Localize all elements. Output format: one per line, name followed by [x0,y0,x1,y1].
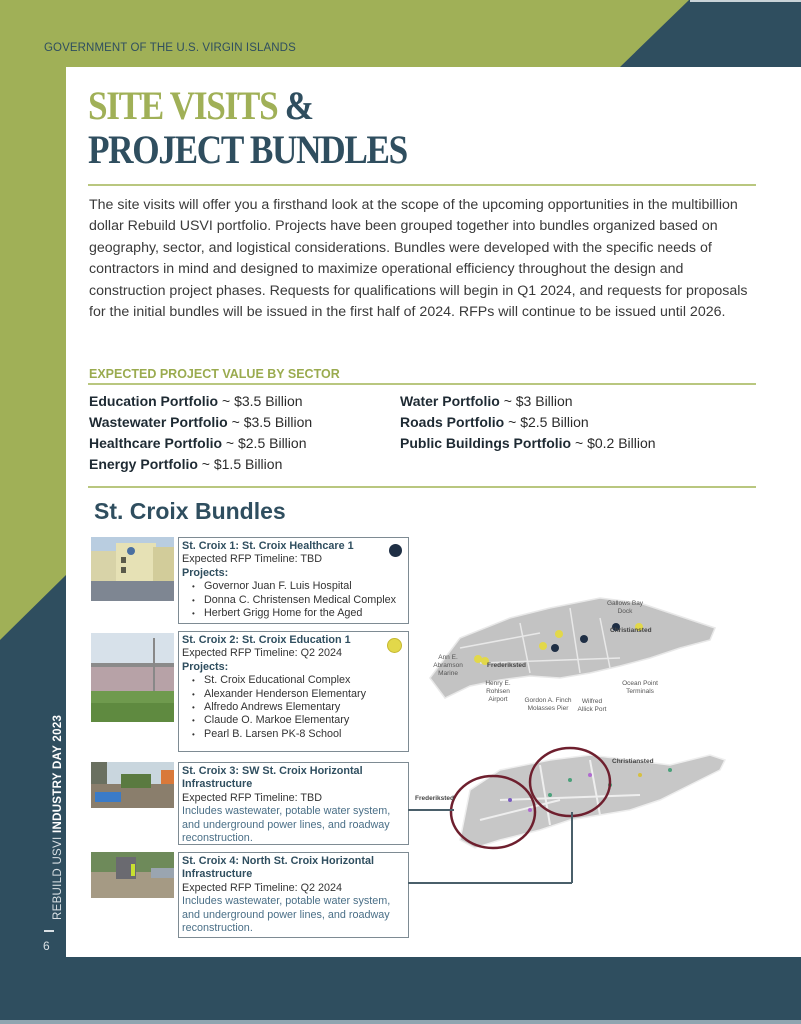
construction-photo [91,852,174,898]
project-item: • Alfredo Andrews Elementary [204,701,405,714]
project-list [182,674,405,741]
sector-heading: EXPECTED PROJECT VALUE BY SECTOR [89,367,340,381]
projects-label: Projects: [182,566,229,579]
page-title [88,84,407,172]
sector-item: Public Buildings Portfolio ~ $0.2 Billion [400,435,656,451]
projects-label: Projects: [182,660,229,673]
bundle-title-cont: Infrastructure [182,868,253,881]
title-amp: & [284,83,313,128]
sector-list-right [400,391,656,454]
page-separator [44,930,54,932]
project-list [182,580,405,620]
bundle-title: St. Croix 4: North St. Croix Horizontal [182,855,374,867]
healthcare-site-marker [551,644,559,652]
project-item: • Claude O. Markoe Elementary [204,714,405,727]
healthcare-site-marker [580,635,588,643]
bundles-heading: St. Croix Bundles [94,498,286,524]
map-city-label: Frederiksted [487,662,527,669]
bundle-color-dot [387,638,402,653]
school-photo [91,633,174,722]
sector-item: Education Portfolio ~ $3.5 Billion [89,393,303,409]
bundle-card[interactable] [178,631,409,752]
bundle-card[interactable] [178,852,409,938]
map-label: Gallows Bay Dock [606,600,644,615]
project-item: • Governor Juan F. Luis Hospital [204,580,405,593]
title-divider [88,184,756,186]
header-border [690,0,801,2]
sector-divider [88,383,756,385]
project-item: • Alexander Henderson Elementary [204,688,405,701]
bundle-title: St. Croix 1: St. Croix Healthcare 1 [182,540,354,552]
map-city-label: Frederiksted [415,795,455,802]
map-label: Gordon A. Finch Molasses Pier [524,697,572,712]
intro-paragraph: The site visits will offer you a firsthand look at the scope of the upcoming opportunities in the multibillion dollar Rebuild USVI portfolio. Projects have been grouped together into bundles organized based on geography, sector, and logistical considerations. Bundles were developed with the specific needs of contractors in mind and designed to maximize operational efficiency throughout the design and construction project phases. Requests for qualifications will begin in Q1 2024, and requests for proposals for the initial bundles will be issued in the first half of 2024. RFPs will continue to be issued until 2026. [89,197,748,321]
sector-item: Healthcare Portfolio ~ $2.5 Billion [89,435,307,451]
sector-list-left [89,391,312,475]
page-number: 6 [43,939,50,953]
street-photo [91,762,174,808]
bundle-description: Includes wastewater, potable water system, and underground power lines, and roadway reconstruction. [182,895,391,935]
map-label: Ocean Point Terminals [622,680,658,695]
event-name: REBUILD USVI INDUSTRY DAY 2023 [52,714,64,920]
bundle-title-cont: Infrastructure [182,778,253,791]
bundle-color-dot [389,544,402,557]
st-croix-infrastructure-map [440,740,730,850]
project-item: • St. Croix Educational Complex [204,674,405,687]
footer-line [0,1020,801,1024]
map-label: Henry E. Rohlsen Airport [485,680,511,703]
project-item: • Herbert Grigg Home for the Aged [204,607,405,620]
bundle-title: St. Croix 3: SW St. Croix Horizontal [182,765,363,777]
education-site-marker [539,642,547,650]
title-site-visits: SITE VISITS [88,83,278,128]
bundle-4-connector [408,882,572,884]
bundle-timeline: Expected RFP Timeline: Q2 2024 [182,647,343,660]
bundle-timeline: Expected RFP Timeline: TBD [182,791,323,804]
sector-bottom-divider [88,486,756,488]
sector-item: Energy Portfolio ~ $1.5 Billion [89,456,283,472]
title-project-bundles: PROJECT BUNDLES [88,127,407,172]
org-name: GOVERNMENT OF THE U.S. VIRGIN ISLANDS [44,42,296,54]
map-label: Ann E. Abramson Marine [433,654,463,677]
hospital-photo [91,537,174,601]
bundle-timeline: Expected RFP Timeline: TBD [182,553,323,566]
bundle-timeline: Expected RFP Timeline: Q2 2024 [182,881,343,894]
map-city-label: Christiansted [610,627,652,634]
bundle-description: Includes wastewater, potable water system, and underground power lines, and roadway reconstruction. [182,805,391,845]
bundle-card[interactable] [178,537,409,624]
map-city-label: Christiansted [612,758,654,765]
education-site-marker [474,655,482,663]
education-site-marker [555,630,563,638]
map-label: Wilfred Allick Port [577,698,607,713]
sector-item: Roads Portfolio ~ $2.5 Billion [400,414,589,430]
project-item: • Donna C. Christensen Medical Complex [204,594,405,607]
sector-item: Wastewater Portfolio ~ $3.5 Billion [89,414,313,430]
bundle-title: St. Croix 2: St. Croix Education 1 [182,634,351,646]
bundle-3-connector [408,809,454,811]
bundle-card[interactable] [178,762,409,845]
project-item: • Pearl B. Larsen PK-8 School [204,728,405,741]
bundle-4-connector-vertical [571,812,573,883]
sector-item: Water Portfolio ~ $3 Billion [400,393,573,409]
